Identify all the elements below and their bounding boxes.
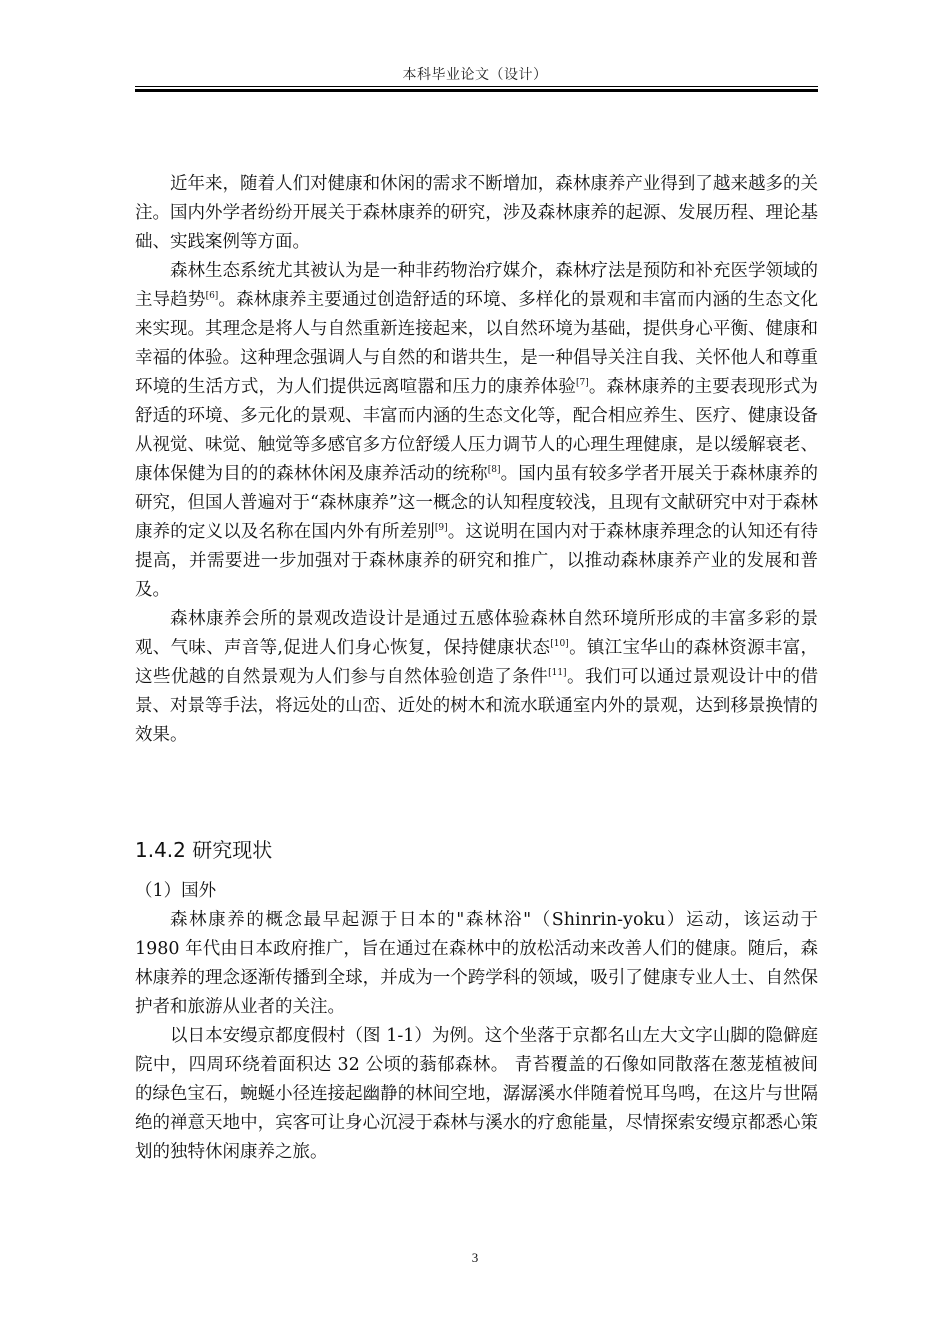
citation-ref: [10]: [550, 639, 569, 649]
paragraph-shinrin-yoku: 森林康养的概念最早起源于日本的"森林浴"（Shinrin-yoku）运动，该运动于 1980 年代由日本政府推广，旨在通过在森林中的放松活动来改善人们的健康。随后，森林康养的理念逐渐传播到全球，并成为一个跨学科的领域，吸引了健康专业人士、自然保护者和旅游从业者的关注。: [135, 910, 818, 1017]
body-text: [135, 170, 818, 750]
text-run: 。我们可以通过景观设计中的借景、对景等手法，将远处的山峦、近处的树木和流水联通室内外的景观，达到移景换情的效果。: [135, 667, 819, 745]
text-run: 。国内虽有较多学者开展关于森林康养的研究，但国人普遍对于“森林康养”这一概念的认知程度较浅，且现有文献研究中对于森林康养的定义以及名称在国内外有所差别: [135, 464, 819, 542]
section-body: [135, 877, 818, 1167]
header-rule: [135, 86, 818, 92]
citation-ref: [6]: [205, 291, 219, 301]
citation-ref: [8]: [487, 465, 501, 475]
citation-ref: [9]: [434, 523, 448, 533]
section-heading: 1.4.2 研究现状: [135, 838, 273, 862]
paragraph-intro: 近年来，随着人们对健康和休闲的需求不断增加，森林康养产业得到了越来越多的关注。国内外学者纷纷开展关于森林康养的研究，涉及森林康养的起源、发展历程、理论基础、实践案例等方面。: [135, 174, 818, 252]
paragraph-forest-ecosystem: [135, 257, 818, 605]
paragraph-aman-kyoto: 以日本安缦京都度假村（图 1-1）为例。这个坐落于京都名山左大文字山脚的隐僻庭院中，四周环绕着面积达 32 公顷的蓊郁森林。 青苔覆盖的石像如同散落在葱茏植被间的绿色宝石，蜿蜒小径连接起幽静的林间空地，潺潺溪水伴随着悦耳鸟鸣，在这片与世隔绝的禅意天地中，宾客可让身心沉浸于森林与溪水的疗愈能量，尽情探索安缦京都悉心策划的独特休闲康养之旅。: [135, 1026, 818, 1162]
paragraph-landscape-design: [135, 605, 818, 750]
citation-ref: [7]: [575, 378, 589, 388]
citation-ref: [11]: [548, 668, 567, 678]
text-run: 。森林康养的主要表现形式为舒适的环境、多元化的景观、丰富而内涵的生态文化等，配合相应养生、医疗、健康设备从视觉、味觉、触觉等多感官多方位舒缓人压力调节人的心理生理健康，是以缓解衰老、康体保健为目的的森林休闲及康养活动的统称: [135, 377, 818, 484]
running-header: 本科毕业论文（设计）: [402, 67, 548, 83]
subsection-heading: （1）国外: [135, 881, 217, 901]
text-run: 。镇江宝华山的森林资源丰富，这些优越的自然景观为人们参与自然体验创造了条件: [135, 638, 818, 687]
text-run: 。这说明在国内对于森林康养理念的认知还有待提高，并需要进一步加强对于森林康养的研究和推广，以推动森林康养产业的发展和普及。: [135, 522, 819, 600]
text-run: 。森林康养主要通过创造舒适的环境、多样化的景观和丰富而内涵的生态文化来实现。其理念是将人与自然重新连接起来，以自然环境为基础，提供身心平衡、健康和幸福的体验。这种理念强调人与自然的和谐共生，是一种倡导关注自我、关怀他人和尊重环境的生活方式，为人们提供远离喧嚣和压力的康养体验: [135, 290, 819, 397]
text-run: 森林生态系统尤其被认为是一种非药物治疗媒介，森林疗法是预防和补充医学领域的主导趋势: [135, 261, 818, 310]
text-run: 森林康养会所的景观改造设计是通过五感体验森林自然环境所形成的丰富多彩的景观、气味、声音等,促进人们身心恢复，保持健康状态: [135, 609, 818, 658]
page-number: 3: [471, 1250, 479, 1265]
